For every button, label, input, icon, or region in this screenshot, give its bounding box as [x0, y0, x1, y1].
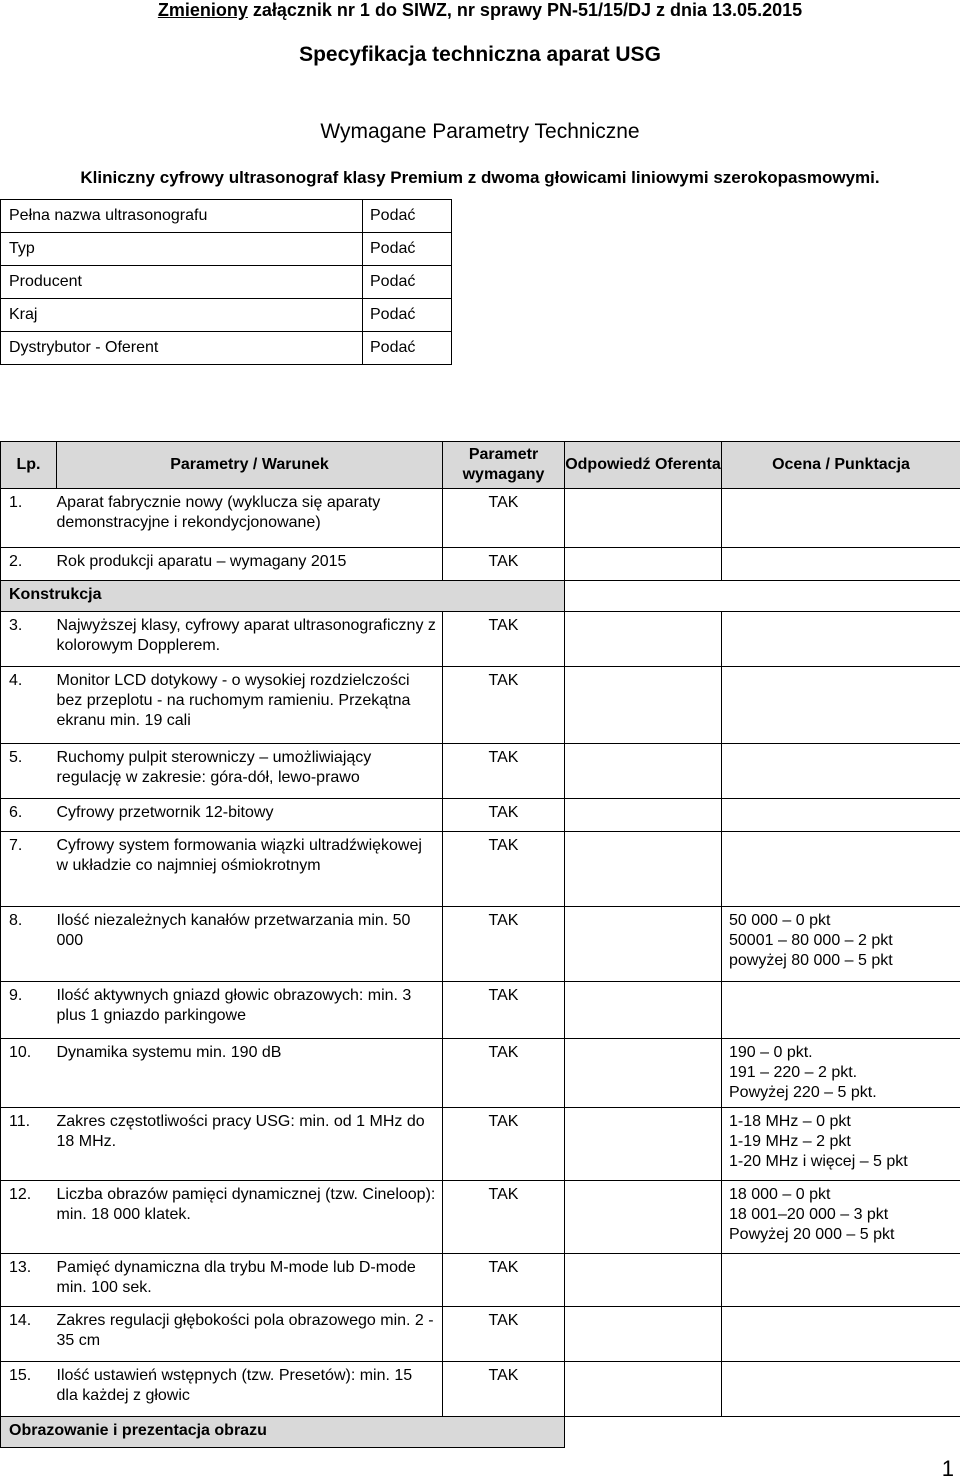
row-number: 8. [1, 907, 57, 982]
row-parameter: Najwyższej klasy, cyfrowy aparat ultrasonograficzny z kolorowym Dopplerem. [57, 612, 443, 667]
table-row [1, 548, 960, 581]
row-parameter: Monitor LCD dotykowy - o wysokiej rozdzielczości bez przeplotu - na ruchomym ramieniu. Przekątna ekranu min. 19 cali [57, 667, 443, 744]
row-score [722, 832, 960, 907]
row-parameter: Ilość ustawień wstępnych (tzw. Presetów): min. 15 dla każdej z głowic [57, 1362, 443, 1417]
row-score [722, 548, 960, 581]
row-number: 4. [1, 667, 57, 744]
row-answer[interactable] [565, 548, 722, 581]
row-score [722, 744, 960, 799]
table-header-row [1, 442, 960, 489]
table-row [1, 799, 960, 832]
row-answer[interactable] [565, 1039, 722, 1108]
header-required: Parametr wymagany [443, 442, 565, 489]
row-answer[interactable] [565, 832, 722, 907]
document-description: Kliniczny cyfrowy ultrasonograf klasy Premium z dwoma głowicami liniowymi szerokopasmowymi. [80, 168, 880, 187]
info-label: Pełna nazwa ultrasonografu [1, 200, 363, 233]
table-row [1, 1254, 960, 1307]
row-parameter: Dynamika systemu min. 190 dB [57, 1039, 443, 1108]
row-number: 11. [1, 1108, 57, 1181]
reference-text: załącznik nr 1 do SIWZ, nr sprawy PN-51/15/DJ z dnia 13.05.2015 [252, 0, 803, 20]
row-number: 1. [1, 489, 57, 548]
section-row [1, 1417, 960, 1448]
row-parameter: Cyfrowy system formowania wiązki ultradźwiękowej w układzie co najmniej ośmiokrotnym [57, 832, 443, 907]
row-number: 6. [1, 799, 57, 832]
row-required: TAK [443, 1108, 565, 1181]
row-required: TAK [443, 907, 565, 982]
info-value[interactable]: Podać [363, 200, 452, 233]
row-score [722, 612, 960, 667]
row-required: TAK [443, 799, 565, 832]
section-blank [565, 1417, 960, 1448]
row-number: 14. [1, 1307, 57, 1362]
row-parameter: Rok produkcji aparatu – wymagany 2015 [57, 548, 443, 581]
table-row [1, 612, 960, 667]
page-number: 1 [941, 1456, 954, 1481]
info-row [1, 200, 452, 233]
row-required: TAK [443, 548, 565, 581]
row-required: TAK [443, 1307, 565, 1362]
info-label: Typ [1, 233, 363, 266]
row-number: 13. [1, 1254, 57, 1307]
row-required: TAK [443, 832, 565, 907]
table-row [1, 832, 960, 907]
row-score [722, 1254, 960, 1307]
row-required: TAK [443, 744, 565, 799]
row-answer[interactable] [565, 744, 722, 799]
row-number: 2. [1, 548, 57, 581]
info-value[interactable]: Podać [363, 233, 452, 266]
row-number: 7. [1, 832, 57, 907]
table-row [1, 489, 960, 548]
row-parameter: Ruchomy pulpit sterowniczy – umożliwiający regulację w zakresie: góra-dół, lewo-prawo [57, 744, 443, 799]
row-parameter: Zakres częstotliwości pracy USG: min. od 1 MHz do 18 MHz. [57, 1108, 443, 1181]
info-value[interactable]: Podać [363, 332, 452, 365]
row-number: 12. [1, 1181, 57, 1254]
info-label: Dystrybutor - Oferent [1, 332, 363, 365]
header-score: Ocena / Punktacja [722, 442, 960, 489]
info-value[interactable]: Podać [363, 299, 452, 332]
row-score [722, 982, 960, 1039]
row-score: 50 000 – 0 pkt 50001 – 80 000 – 2 pkt powyżej 80 000 – 5 pkt [722, 907, 960, 982]
section-title: Konstrukcja [1, 581, 565, 612]
row-parameter: Ilość aktywnych gniazd głowic obrazowych: min. 3 plus 1 gniazdo parkingowe [57, 982, 443, 1039]
row-answer[interactable] [565, 1307, 722, 1362]
info-row [1, 332, 452, 365]
info-row [1, 233, 452, 266]
row-score [722, 1362, 960, 1417]
info-row [1, 266, 452, 299]
info-row [1, 299, 452, 332]
info-label: Kraj [1, 299, 363, 332]
info-value[interactable]: Podać [363, 266, 452, 299]
row-required: TAK [443, 1254, 565, 1307]
header-parameters: Parametry / Warunek [57, 442, 443, 489]
row-score [722, 667, 960, 744]
row-answer[interactable] [565, 799, 722, 832]
row-answer[interactable] [565, 489, 722, 548]
row-score: 18 000 – 0 pkt 18 001–20 000 – 3 pkt Powyżej 20 000 – 5 pkt [722, 1181, 960, 1254]
row-required: TAK [443, 489, 565, 548]
device-info-table [0, 199, 452, 365]
row-answer[interactable] [565, 612, 722, 667]
row-answer[interactable] [565, 667, 722, 744]
row-answer[interactable] [565, 1181, 722, 1254]
section-title: Obrazowanie i prezentacja obrazu [1, 1417, 565, 1448]
table-row [1, 982, 960, 1039]
document-title: Specyfikacja techniczna aparat USG [299, 43, 661, 66]
section-row [1, 581, 960, 612]
row-number: 15. [1, 1362, 57, 1417]
table-row [1, 1362, 960, 1417]
row-answer[interactable] [565, 1362, 722, 1417]
row-answer[interactable] [565, 907, 722, 982]
row-score: 190 – 0 pkt. 191 – 220 – 2 pkt. Powyżej 220 – 5 pkt. [722, 1039, 960, 1108]
document-subtitle: Wymagane Parametry Techniczne [320, 120, 640, 143]
row-required: TAK [443, 1039, 565, 1108]
row-parameter: Pamięć dynamiczna dla trybu M-mode lub D-mode min. 100 sek. [57, 1254, 443, 1307]
header-lp: Lp. [1, 442, 57, 489]
row-number: 5. [1, 744, 57, 799]
table-row [1, 1181, 960, 1254]
header-answer: Odpowiedź Oferenta [565, 442, 722, 489]
row-required: TAK [443, 1362, 565, 1417]
row-required: TAK [443, 982, 565, 1039]
table-row [1, 744, 960, 799]
row-required: TAK [443, 612, 565, 667]
table-row [1, 1039, 960, 1108]
info-label: Producent [1, 266, 363, 299]
row-score [722, 1307, 960, 1362]
table-row [1, 667, 960, 744]
row-answer[interactable] [565, 1254, 722, 1307]
row-answer[interactable] [565, 1108, 722, 1181]
document-reference [0, 0, 960, 21]
row-parameter: Liczba obrazów pamięci dynamicznej (tzw. Cineloop): min. 18 000 klatek. [57, 1181, 443, 1254]
table-row [1, 1307, 960, 1362]
row-parameter: Ilość niezależnych kanałów przetwarzania min. 50 000 [57, 907, 443, 982]
row-parameter: Cyfrowy przetwornik 12-bitowy [57, 799, 443, 832]
row-score [722, 489, 960, 548]
specification-table [0, 441, 960, 1448]
row-score: 1-18 MHz – 0 pkt 1-19 MHz – 2 pkt 1-20 MHz i więcej – 5 pkt [722, 1108, 960, 1181]
row-answer[interactable] [565, 982, 722, 1039]
row-parameter: Zakres regulacji głębokości pola obrazowego min. 2 - 35 cm [57, 1307, 443, 1362]
row-number: 3. [1, 612, 57, 667]
row-required: TAK [443, 1181, 565, 1254]
row-number: 9. [1, 982, 57, 1039]
row-number: 10. [1, 1039, 57, 1108]
section-blank [565, 581, 960, 612]
table-row [1, 907, 960, 982]
row-score [722, 799, 960, 832]
row-parameter: Aparat fabrycznie nowy (wyklucza się aparaty demonstracyjne i rekondycjonowane) [57, 489, 443, 548]
changed-label: Zmieniony [157, 0, 248, 20]
row-required: TAK [443, 667, 565, 744]
table-row [1, 1108, 960, 1181]
